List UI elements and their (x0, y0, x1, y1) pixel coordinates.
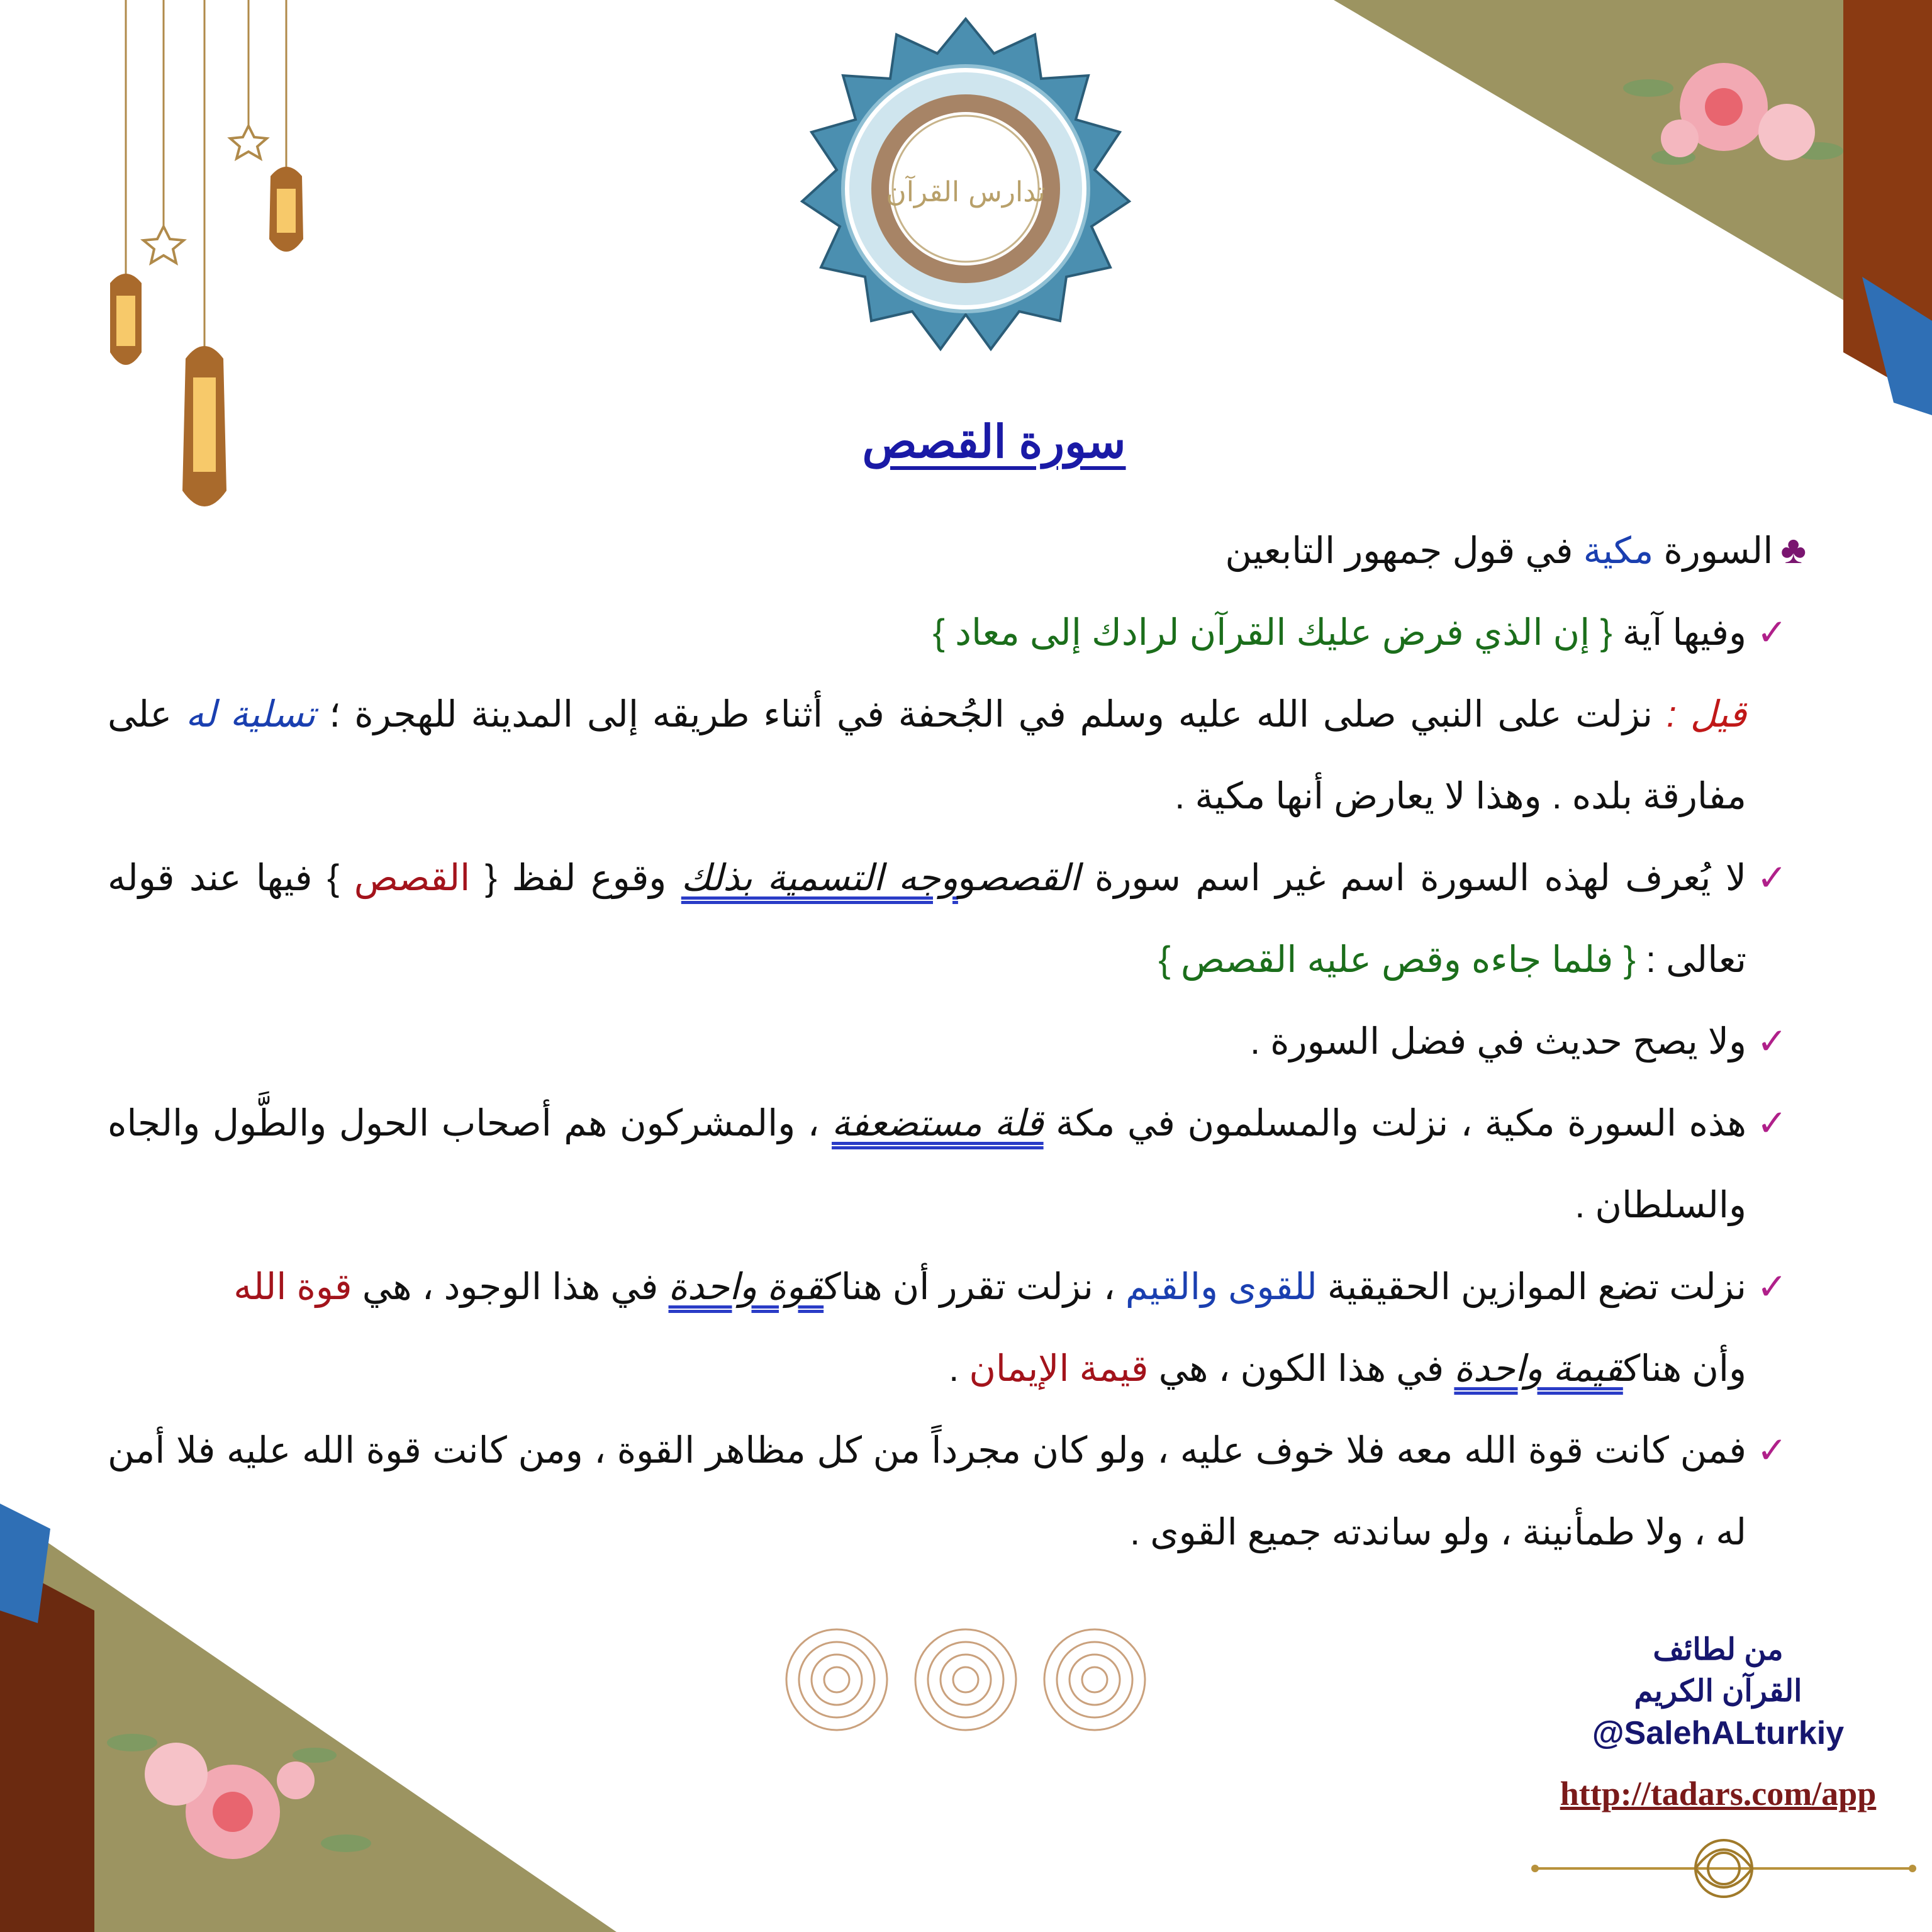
text: لا يُعرف لهذه السورة اسم غير اسم سورة (1095, 857, 1746, 898)
list-item (108, 1410, 1806, 1573)
qil-label: قيل : (1666, 694, 1746, 735)
highlight-word: القصص (354, 857, 471, 898)
text: } فيها عند قوله تعالى : (108, 857, 1746, 980)
highlight: قوة الله (233, 1266, 352, 1307)
checkmark-icon: ✓ (1756, 1266, 1787, 1307)
intro-part2: في قول جمهور التابعين (1225, 530, 1573, 571)
text: وأن هناك (1622, 1348, 1746, 1389)
text: هذه السورة مكية ، نزلت والمسلمون في مكة (1056, 1103, 1746, 1144)
text: في هذا الكون ، هي (1158, 1348, 1444, 1389)
text: وفيها آية (1622, 612, 1746, 653)
flower-decoration-top-right (1611, 38, 1850, 201)
highlight: قلة مستضعفة (832, 1103, 1044, 1144)
intro-line (108, 510, 1806, 592)
main-content (108, 510, 1806, 1573)
list-item (108, 592, 1806, 837)
text: نزلت تضع الموازين الحقيقية (1327, 1266, 1746, 1307)
seal-calligraphy: تدارس القرآن (886, 176, 1046, 208)
highlight: قوة واحدة (668, 1266, 824, 1307)
list-item (108, 1083, 1806, 1246)
highlight: للقوى والقيم (1125, 1266, 1317, 1307)
highlight: وجه التسمية بذلك (681, 857, 958, 898)
text: نزلت على النبي صلى الله عليه وسلم في الجُحفة في أثناء طريقه إلى المدينة للهجرة ؛ (329, 694, 1653, 735)
signature-line2: القرآن الكريم (1634, 1675, 1802, 1708)
mandala-ornaments (780, 1623, 1158, 1736)
text: . (949, 1348, 959, 1389)
intro-part1: السورة (1663, 530, 1773, 571)
text: ، والمشركون هم أصحاب الحول والطَّول والجاه والسلطان . (108, 1103, 1746, 1226)
gold-divider-ornament (1529, 1831, 1919, 1906)
checkmark-icon: ✓ (1756, 1103, 1787, 1144)
website-link[interactable]: http://tadars.com/app (1560, 1775, 1877, 1812)
checkmark-icon: ✓ (1756, 857, 1787, 898)
points-list (108, 592, 1806, 1573)
checkmark-icon: ✓ (1756, 612, 1787, 653)
highlight: قيمة واحدة (1454, 1348, 1623, 1389)
intro-highlight: مكية (1583, 530, 1654, 571)
text: في هذا الوجود ، هي (362, 1266, 659, 1307)
list-item (108, 1001, 1806, 1083)
text: فمن كانت قوة الله معه فلا خوف عليه ، ولو كان مجرداً من كل مظاهر القوة ، ومن كانت قوة الله عليه فلا أمن له ، ولا طمأنينة ، ولو ساندته جميع القوى . (108, 1430, 1746, 1553)
surah-name: القصص (976, 857, 1080, 898)
checkmark-icon: ✓ (1756, 1430, 1787, 1471)
highlight: قيمة الإيمان (969, 1348, 1149, 1389)
text: و (958, 857, 977, 898)
signature-block (1555, 1629, 1882, 1754)
verse: { فلما جاءه وقص عليه القصص } (1158, 939, 1636, 980)
signature-line1: من لطائف (1653, 1633, 1784, 1667)
quran-seal-emblem (783, 13, 1148, 365)
twitter-handle: @SalehALturkiy (1592, 1715, 1845, 1751)
lanterns-illustration (82, 0, 321, 554)
page-title: سورة القصص (862, 417, 1126, 467)
text: وقوع لفظ { (484, 857, 667, 898)
text: ولا يصح حديث في فضل السورة . (1249, 1021, 1746, 1062)
checkmark-icon: ✓ (1756, 1021, 1787, 1062)
highlight: تسلية له (185, 694, 316, 735)
verse: { إن الذي فرض عليك القرآن لرادك إلى معاد } (932, 612, 1612, 653)
text: على مفارقة بلده . وهذا لا يعارض أنها مكية . (108, 694, 1746, 817)
text: ، نزلت تقرر أن هناك (824, 1266, 1115, 1307)
list-item (108, 837, 1806, 1001)
club-bullet-icon: ♣ (1780, 528, 1806, 572)
list-item (108, 1246, 1806, 1410)
flower-decoration-bottom-left (107, 1705, 371, 1894)
